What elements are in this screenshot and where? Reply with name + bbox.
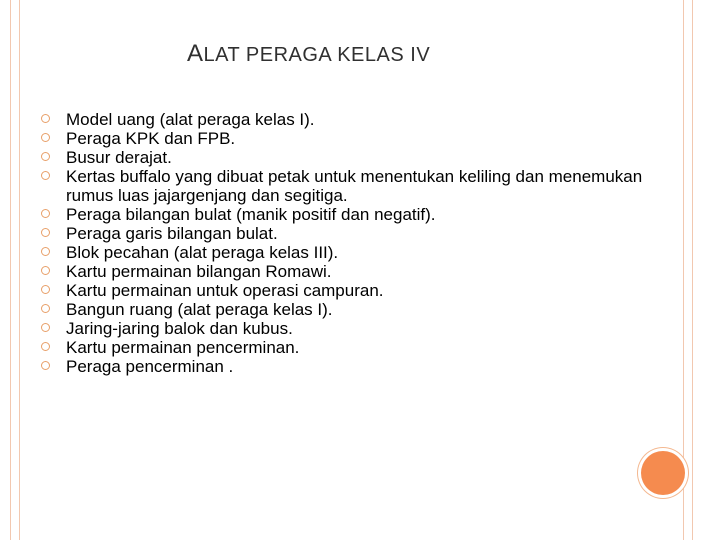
list-item: [40, 319, 660, 338]
circle-bullet-icon: [41, 304, 50, 313]
list-item: [40, 243, 660, 262]
circle-bullet-icon: [41, 247, 50, 256]
circle-bullet-icon: [41, 323, 50, 332]
list-item-text: Busur derajat.: [66, 148, 172, 167]
list-item: [40, 338, 660, 357]
title-initial: A: [187, 40, 204, 67]
list-item: [40, 205, 660, 224]
list-item-text: Kartu permainan untuk operasi campuran.: [66, 281, 384, 300]
list-item-text: Peraga bilangan bulat (manik positif dan negatif).: [66, 205, 436, 224]
list-item: [40, 300, 660, 319]
list-item-text: Bangun ruang (alat peraga kelas I).: [66, 300, 333, 319]
list-item-text: Blok pecahan (alat peraga kelas III).: [66, 243, 339, 262]
circle-bullet-icon: [41, 342, 50, 351]
list-item: [40, 357, 660, 376]
circle-bullet-icon: [41, 114, 50, 123]
circle-bullet-icon: [41, 285, 50, 294]
list-item-text: Model uang (alat peraga kelas I).: [66, 110, 315, 129]
list-item: [40, 110, 660, 129]
list-item-text: Peraga garis bilangan bulat.: [66, 224, 278, 243]
decorative-orange-circle: [641, 451, 685, 495]
left-frame-border: [10, 0, 20, 540]
slide-title: [187, 40, 430, 68]
list-item: [40, 167, 660, 205]
list-item-text: Peraga KPK dan FPB.: [66, 129, 236, 148]
list-item: [40, 281, 660, 300]
right-frame-border: [683, 0, 693, 540]
title-rest: LAT PERAGA KELAS IV: [203, 44, 431, 66]
circle-bullet-icon: [41, 152, 50, 161]
circle-bullet-icon: [41, 228, 50, 237]
list-item: [40, 148, 660, 167]
list-item-text: Kartu permainan pencerminan.: [66, 338, 300, 357]
list-item-text: Jaring-jaring balok dan kubus.: [66, 319, 293, 338]
circle-bullet-icon: [41, 171, 50, 180]
bullet-list: [40, 110, 660, 376]
circle-bullet-icon: [41, 361, 50, 370]
list-item: [40, 262, 660, 281]
list-item: [40, 129, 660, 148]
circle-bullet-icon: [41, 266, 50, 275]
circle-bullet-icon: [41, 209, 50, 218]
list-item: [40, 224, 660, 243]
circle-bullet-icon: [41, 133, 50, 142]
list-item-text: Kertas buffalo yang dibuat petak untuk menentukan keliling dan menemukan rumus luas jajargenjang dan segitiga.: [66, 167, 643, 205]
list-item-text: Kartu permainan bilangan Romawi.: [66, 262, 332, 281]
list-item-text: Peraga pencerminan .: [66, 357, 234, 376]
